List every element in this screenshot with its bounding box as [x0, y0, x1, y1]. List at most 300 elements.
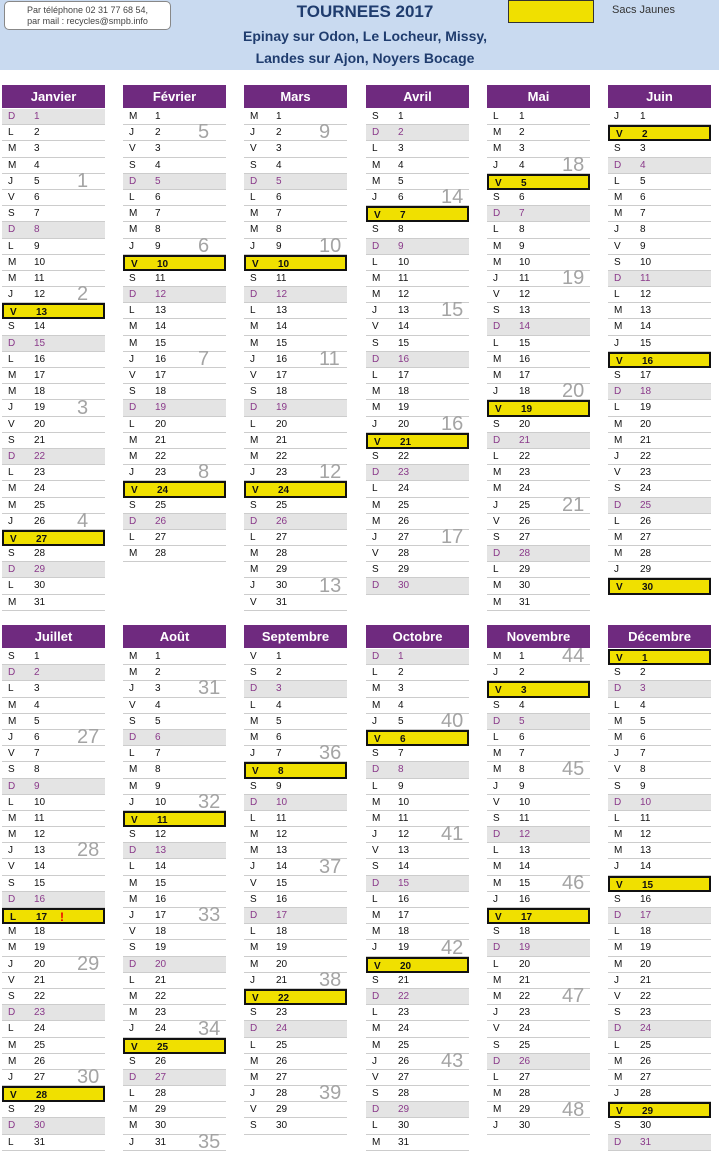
day-row: [366, 649, 469, 665]
weekday-letter: S: [129, 272, 136, 284]
weekday-letter: V: [252, 258, 259, 270]
day-row: [244, 1005, 347, 1021]
weekday-letter: V: [616, 653, 623, 664]
day-number: 10: [278, 258, 290, 270]
day-row: [487, 698, 590, 714]
day-row: [2, 989, 105, 1005]
day-number: 16: [640, 893, 652, 905]
weekday-letter: J: [8, 402, 13, 414]
collection-day: [608, 125, 711, 141]
weekday-letter: M: [372, 515, 381, 527]
day-row: [608, 940, 711, 956]
day-number: 17: [155, 370, 167, 381]
week-number: 4: [77, 510, 89, 532]
day-number: 30: [398, 580, 410, 592]
weekday-letter: M: [129, 1007, 138, 1019]
day-number: 20: [34, 418, 46, 430]
weekday-letter: D: [8, 337, 16, 349]
weekday-letter: D: [250, 796, 258, 808]
day-row: [366, 1102, 469, 1118]
weekday-letter: M: [8, 812, 17, 824]
day-number: 22: [519, 990, 531, 1002]
day-number: 19: [519, 942, 531, 954]
week-number: 36: [319, 742, 342, 765]
day-row: [608, 730, 711, 746]
day-number: 29: [398, 1104, 410, 1116]
day-row: [123, 222, 226, 238]
weekday-letter: V: [131, 258, 138, 270]
day-row: [123, 158, 226, 174]
collection-day: [123, 255, 226, 271]
weekday-letter: M: [493, 974, 502, 986]
day-row: [123, 762, 226, 778]
day-row: [608, 795, 711, 811]
day-number: 7: [155, 208, 161, 220]
weekday-letter: V: [129, 143, 136, 155]
day-row: [2, 876, 105, 892]
weekday-letter: S: [614, 1007, 621, 1019]
day-row: [244, 319, 347, 335]
weekday-letter: L: [129, 1088, 135, 1100]
week-number: 10: [319, 234, 342, 257]
weekday-letter: D: [372, 877, 380, 889]
week-number: 6: [198, 234, 210, 257]
month-column: [2, 85, 105, 611]
day-row: [123, 1070, 226, 1086]
day-row: [608, 417, 711, 433]
day-row: [244, 530, 347, 546]
day-number: 5: [34, 715, 40, 727]
day-number: 19: [276, 942, 288, 954]
day-number: 23: [155, 467, 167, 479]
weekday-letter: D: [250, 402, 258, 414]
day-row: [123, 206, 226, 222]
weekday-letter: D: [372, 651, 380, 662]
weekday-letter: V: [250, 877, 257, 889]
weekday-letter: S: [129, 829, 136, 841]
day-row: [608, 957, 711, 973]
day-number: 24: [519, 483, 531, 495]
day-number: 12: [34, 829, 46, 841]
day-number: 21: [640, 974, 652, 986]
weekday-letter: S: [493, 812, 500, 824]
weekday-letter: M: [493, 143, 502, 155]
weekday-letter: V: [493, 796, 500, 808]
day-row: [487, 319, 590, 335]
day-row: [244, 433, 347, 449]
weekday-letter: D: [129, 731, 137, 743]
day-number: 14: [155, 861, 167, 873]
day-row: [487, 714, 590, 730]
weekday-letter: S: [372, 748, 379, 760]
day-number: 30: [398, 1120, 410, 1132]
weekday-letter: J: [372, 418, 377, 430]
day-number: 12: [640, 829, 652, 841]
header-banner: [0, 0, 719, 70]
week-number: 43: [441, 1050, 464, 1072]
day-number: 13: [36, 307, 48, 319]
day-number: 7: [398, 748, 404, 760]
day-row: [2, 417, 105, 433]
weekday-letter: L: [8, 683, 14, 695]
day-number: 18: [398, 926, 410, 938]
weekday-letter: S: [250, 893, 257, 905]
weekday-letter: D: [250, 910, 258, 921]
day-row: [123, 957, 226, 973]
day-row: [608, 665, 711, 681]
day-number: 13: [519, 845, 531, 857]
weekday-letter: L: [493, 564, 499, 576]
day-number: 6: [398, 191, 404, 203]
weekday-letter: J: [493, 1120, 498, 1132]
day-row: [123, 827, 226, 843]
day-row: [608, 449, 711, 465]
weekday-letter: D: [129, 402, 137, 414]
day-number: 30: [519, 1120, 531, 1132]
weekday-letter: V: [374, 960, 381, 972]
day-number: 10: [155, 796, 167, 808]
day-number: 8: [34, 224, 40, 236]
weekday-letter: L: [8, 580, 14, 592]
day-row: [608, 271, 711, 287]
weekday-letter: S: [614, 780, 621, 792]
weekday-letter: J: [250, 748, 255, 760]
weekday-letter: M: [8, 715, 17, 727]
weekday-letter: M: [8, 386, 17, 398]
day-row: [244, 546, 347, 562]
day-number: 23: [519, 1007, 531, 1019]
weekday-letter: M: [372, 812, 381, 824]
day-number: 22: [640, 450, 652, 462]
day-row: [366, 481, 469, 497]
day-row: [608, 368, 711, 384]
day-number: 5: [34, 175, 40, 187]
day-row: [487, 1070, 590, 1086]
weekday-letter: L: [493, 845, 499, 857]
day-number: 16: [398, 353, 410, 365]
day-row: [366, 368, 469, 384]
weekday-letter: L: [493, 111, 499, 122]
day-number: 20: [34, 958, 46, 970]
day-number: 27: [398, 531, 410, 543]
day-number: 17: [519, 370, 531, 381]
day-number: 20: [276, 418, 288, 430]
day-row: [244, 1118, 347, 1134]
weekday-letter: M: [129, 877, 138, 889]
day-number: 6: [276, 731, 282, 743]
day-number: 20: [640, 958, 652, 970]
weekday-letter: J: [250, 353, 255, 365]
day-number: 28: [276, 548, 288, 560]
weekday-letter: J: [129, 127, 134, 139]
day-number: 9: [155, 240, 161, 252]
day-row: [244, 908, 347, 924]
weekday-letter: J: [8, 958, 13, 970]
day-number: 3: [276, 143, 282, 155]
week-number: 46: [562, 871, 585, 894]
weekday-letter: S: [372, 861, 379, 873]
weekday-letter: D: [614, 796, 622, 808]
weekday-letter: V: [374, 436, 381, 448]
weekday-letter: V: [614, 467, 621, 479]
day-row: [608, 158, 711, 174]
day-number: 20: [155, 418, 167, 430]
weekday-letter: D: [250, 515, 258, 527]
day-number: 2: [276, 127, 282, 139]
weekday-letter: D: [372, 467, 380, 479]
day-row: [2, 206, 105, 222]
day-row: [2, 465, 105, 481]
day-number: 7: [640, 748, 646, 760]
day-number: 14: [276, 861, 288, 873]
day-number: 24: [640, 1023, 652, 1035]
weekday-letter: J: [614, 861, 619, 873]
weekday-letter: M: [493, 764, 502, 776]
day-number: 9: [34, 240, 40, 252]
weekday-letter: L: [129, 861, 135, 873]
day-number: 23: [640, 467, 652, 479]
day-number: 18: [519, 926, 531, 938]
day-number: 26: [640, 515, 652, 527]
weekday-letter: M: [8, 926, 17, 938]
day-number: 27: [276, 531, 288, 543]
day-number: 30: [519, 580, 531, 592]
weekday-letter: J: [372, 715, 377, 727]
weekday-letter: V: [252, 766, 259, 778]
week-number: 33: [198, 904, 221, 927]
weekday-letter: S: [129, 159, 136, 171]
day-row: [487, 546, 590, 562]
weekday-letter: V: [8, 418, 15, 430]
day-number: 25: [640, 1039, 652, 1051]
weekday-letter: V: [614, 240, 621, 252]
contact-phone: Par téléphone 02 31 77 68 54,: [26, 5, 149, 15]
day-row: [366, 1135, 469, 1151]
day-row: [608, 1054, 711, 1070]
day-number: 15: [276, 877, 288, 889]
weekday-letter: M: [129, 1120, 138, 1132]
day-row: [608, 746, 711, 762]
day-number: 5: [521, 177, 527, 189]
weekday-letter: V: [129, 370, 136, 381]
day-row: [123, 384, 226, 400]
day-number: 10: [34, 796, 46, 808]
day-number: 3: [34, 143, 40, 155]
weekday-letter: L: [250, 812, 256, 824]
day-number: 29: [276, 564, 288, 576]
day-number: 5: [276, 715, 282, 727]
weekday-letter: S: [8, 877, 15, 889]
day-number: 29: [34, 1104, 46, 1116]
day-row: [366, 1086, 469, 1102]
day-row: [2, 681, 105, 697]
weekday-letter: V: [252, 992, 259, 1004]
day-row: [2, 1021, 105, 1037]
day-number: 10: [276, 796, 288, 808]
weekday-letter: D: [614, 272, 622, 284]
weekday-letter: M: [372, 159, 381, 171]
day-number: 9: [276, 780, 282, 792]
month-header: Novembre: [487, 625, 590, 649]
day-number: 29: [519, 564, 531, 576]
day-number: 23: [34, 467, 46, 479]
day-number: 24: [34, 1023, 46, 1035]
weekday-letter: M: [614, 942, 623, 954]
day-number: 11: [519, 272, 530, 284]
weekday-letter: M: [372, 910, 381, 921]
weekday-letter: M: [372, 683, 381, 695]
day-row: [366, 1021, 469, 1037]
day-number: 17: [34, 370, 46, 381]
weekday-letter: V: [614, 990, 621, 1002]
day-number: 25: [276, 1039, 288, 1051]
day-number: 17: [276, 910, 288, 921]
day-row: [2, 239, 105, 255]
day-number: 5: [398, 175, 404, 187]
weekday-letter: J: [614, 1088, 619, 1100]
weekday-letter: V: [8, 861, 15, 873]
day-row: [487, 562, 590, 578]
weekday-letter: L: [8, 1136, 14, 1148]
weekday-letter: M: [8, 159, 17, 171]
day-number: 28: [640, 1088, 652, 1100]
day-number: 28: [155, 1088, 167, 1100]
day-number: 11: [519, 812, 530, 824]
day-row: [608, 303, 711, 319]
weekday-letter: J: [614, 450, 619, 462]
day-row: [608, 546, 711, 562]
week-number: 47: [562, 985, 585, 1008]
day-number: 9: [640, 780, 646, 792]
day-number: 23: [398, 467, 410, 479]
day-row: [608, 698, 711, 714]
weekday-letter: L: [614, 402, 620, 414]
weekday-letter: M: [129, 1104, 138, 1116]
weekday-letter: J: [250, 1088, 255, 1100]
day-number: 21: [276, 434, 288, 446]
month-column: [244, 625, 347, 1135]
week-number: 17: [441, 526, 464, 549]
weekday-letter: M: [8, 483, 17, 495]
weekday-letter: M: [372, 175, 381, 187]
weekday-letter: M: [614, 548, 623, 560]
day-number: 30: [640, 1120, 652, 1132]
weekday-letter: D: [8, 564, 16, 576]
day-number: 27: [398, 1071, 410, 1083]
day-number: 20: [276, 958, 288, 970]
month-header: Avril: [366, 85, 469, 109]
weekday-letter: M: [493, 861, 502, 873]
day-row: [487, 125, 590, 141]
week-number: 48: [562, 1098, 585, 1121]
day-number: 9: [519, 780, 525, 792]
weekday-letter: S: [372, 564, 379, 576]
weekday-letter: J: [8, 731, 13, 743]
day-number: 29: [276, 1104, 288, 1116]
weekday-letter: L: [8, 1023, 14, 1035]
day-row: [244, 514, 347, 530]
weekday-letter: D: [493, 715, 501, 727]
day-row: [2, 319, 105, 335]
weekday-letter: S: [8, 764, 15, 776]
weekday-letter: J: [8, 845, 13, 857]
week-number: 44: [562, 645, 585, 667]
day-number: 23: [640, 1007, 652, 1019]
weekday-letter: L: [372, 780, 378, 792]
day-row: [366, 973, 469, 989]
day-row: [487, 1038, 590, 1054]
day-row: [2, 811, 105, 827]
weekday-letter: M: [250, 829, 259, 841]
day-number: 14: [640, 861, 652, 873]
day-number: 23: [155, 1007, 167, 1019]
day-number: 12: [398, 289, 410, 301]
weekday-letter: J: [372, 191, 377, 203]
weekday-letter: J: [614, 748, 619, 760]
day-row: [487, 239, 590, 255]
weekday-letter: D: [8, 780, 16, 792]
day-number: 22: [519, 450, 531, 462]
weekday-letter: L: [614, 175, 620, 187]
weekday-letter: L: [372, 893, 378, 905]
day-number: 14: [398, 321, 410, 333]
day-number: 11: [276, 812, 287, 824]
day-number: 21: [640, 434, 652, 446]
day-row: [244, 1021, 347, 1037]
day-row: [123, 368, 226, 384]
week-number: 27: [77, 726, 100, 748]
weekday-letter: L: [372, 370, 378, 381]
contact-email[interactable]: par mail : recycles@smpb.info: [27, 16, 148, 26]
day-row: [2, 698, 105, 714]
weekday-letter: L: [8, 467, 14, 479]
day-number: 26: [276, 515, 288, 527]
day-row: [608, 681, 711, 697]
day-row: [244, 714, 347, 730]
weekday-letter: V: [616, 129, 623, 141]
weekday-letter: S: [493, 926, 500, 938]
weekday-letter: L: [250, 191, 256, 203]
day-row: [608, 255, 711, 271]
day-row: [2, 762, 105, 778]
day-number: 5: [155, 175, 161, 187]
collection-day: [608, 1102, 711, 1118]
day-number: 14: [34, 861, 46, 873]
weekday-letter: J: [614, 224, 619, 236]
day-number: 11: [640, 272, 651, 284]
day-number: 12: [398, 829, 410, 841]
weekday-letter: L: [250, 1039, 256, 1051]
day-number: 25: [398, 499, 410, 511]
day-row: [2, 546, 105, 562]
day-number: 14: [276, 321, 288, 333]
day-number: 4: [276, 699, 282, 711]
day-row: [2, 595, 105, 611]
day-row: [608, 239, 711, 255]
day-number: 15: [398, 337, 410, 349]
day-number: 1: [34, 651, 40, 662]
day-row: [487, 811, 590, 827]
weekday-letter: S: [372, 224, 379, 236]
weekday-letter: D: [8, 667, 16, 679]
day-row: [123, 319, 226, 335]
day-row: [366, 125, 469, 141]
day-number: 24: [155, 1023, 167, 1035]
day-number: 3: [155, 143, 161, 155]
day-row: [366, 562, 469, 578]
weekday-letter: J: [250, 974, 255, 986]
day-number: 6: [519, 191, 525, 203]
